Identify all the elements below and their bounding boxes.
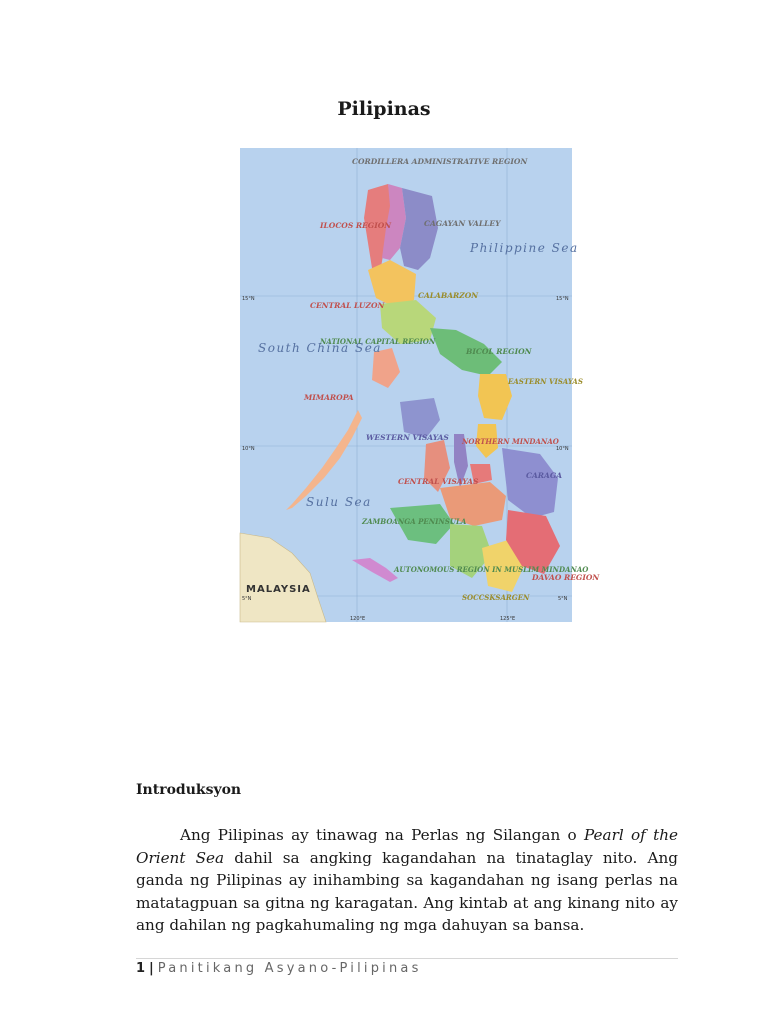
footer-text: Panitikang Asyano-Pilipinas [157, 961, 422, 976]
label-lat15-left: 15°N [242, 296, 255, 302]
label-cagayan: CAGAYAN VALLEY [424, 219, 501, 228]
footer-separator: | [149, 961, 154, 976]
section-heading: Introduksyon [136, 782, 242, 798]
panay-island [400, 398, 440, 438]
label-lat10-right: 10°N [556, 446, 569, 452]
page-number: 1 [136, 961, 146, 976]
paragraph-start: Ang Pilipinas ay tinawag na Perlas ng Silangan o [180, 826, 585, 844]
page-footer [136, 961, 422, 976]
label-lat5-left: 5°N [242, 596, 252, 602]
label-central-luzon: CENTRAL LUZON [310, 301, 385, 310]
paragraph-end: dahil sa angking kagandahan na tinataglay nito. Ang ganda ng Pilipinas ay inihambing sa kagandahan ng isang perlas na matatagpuan sa gitna ng karagatan. Ang kintab at ang kinang nito ay ang dahilan ng pagkahumaling ng mga dahuyan sa bansa. [136, 848, 679, 934]
page-title: Pilipinas [337, 98, 431, 120]
label-caraga: CARAGA [526, 471, 563, 480]
intro-paragraph [136, 824, 678, 937]
label-ilocos: ILOCOS REGION [320, 221, 392, 230]
label-south-china-sea: South China Sea [258, 341, 382, 355]
label-lat5-right: 5°N [558, 596, 568, 602]
sulu-archipelago [352, 558, 398, 582]
label-central-visayas: CENTRAL VISAYAS [398, 477, 479, 486]
mindanao-caraga [502, 448, 558, 518]
label-eastern-visayas: EASTERN VISAYAS [508, 377, 583, 386]
label-lon120: 120°E [350, 616, 366, 622]
luzon-cagayan [400, 188, 438, 270]
label-soccsksargen: SOCCSKSARGEN [462, 593, 530, 602]
label-lat10-left: 10°N [242, 446, 255, 452]
label-northern-mindanao: NORTHERN MINDANAO [462, 437, 559, 446]
philippines-map [240, 148, 600, 622]
label-bicol: BICOL REGION [466, 347, 532, 356]
footer-divider [136, 958, 678, 959]
label-davao: DAVAO REGION [532, 573, 600, 582]
label-calabarzon: CALABARZON [418, 291, 479, 300]
label-western-visayas: WESTERN VISAYAS [366, 433, 449, 442]
label-sulu-sea: Sulu Sea [306, 495, 372, 509]
label-malaysia: MALAYSIA [246, 584, 311, 595]
label-lat15-right: 15°N [556, 296, 569, 302]
label-armm: AUTONOMOUS REGION IN MUSLIM MINDANAO [394, 565, 589, 574]
label-philippine-sea: Philippine Sea [470, 241, 579, 255]
label-car: CORDILLERA ADMINISTRATIVE REGION [352, 157, 528, 166]
paragraph-italic: Pearl of the Orient Sea [136, 826, 678, 867]
label-mimaropa: MIMAROPA [304, 393, 354, 402]
borneo-land [240, 533, 326, 622]
label-zamboanga: ZAMBOANGA PENINSULA [362, 517, 467, 526]
label-ncr: NATIONAL CAPITAL REGION [320, 337, 436, 346]
label-lon125: 125°E [500, 616, 516, 622]
